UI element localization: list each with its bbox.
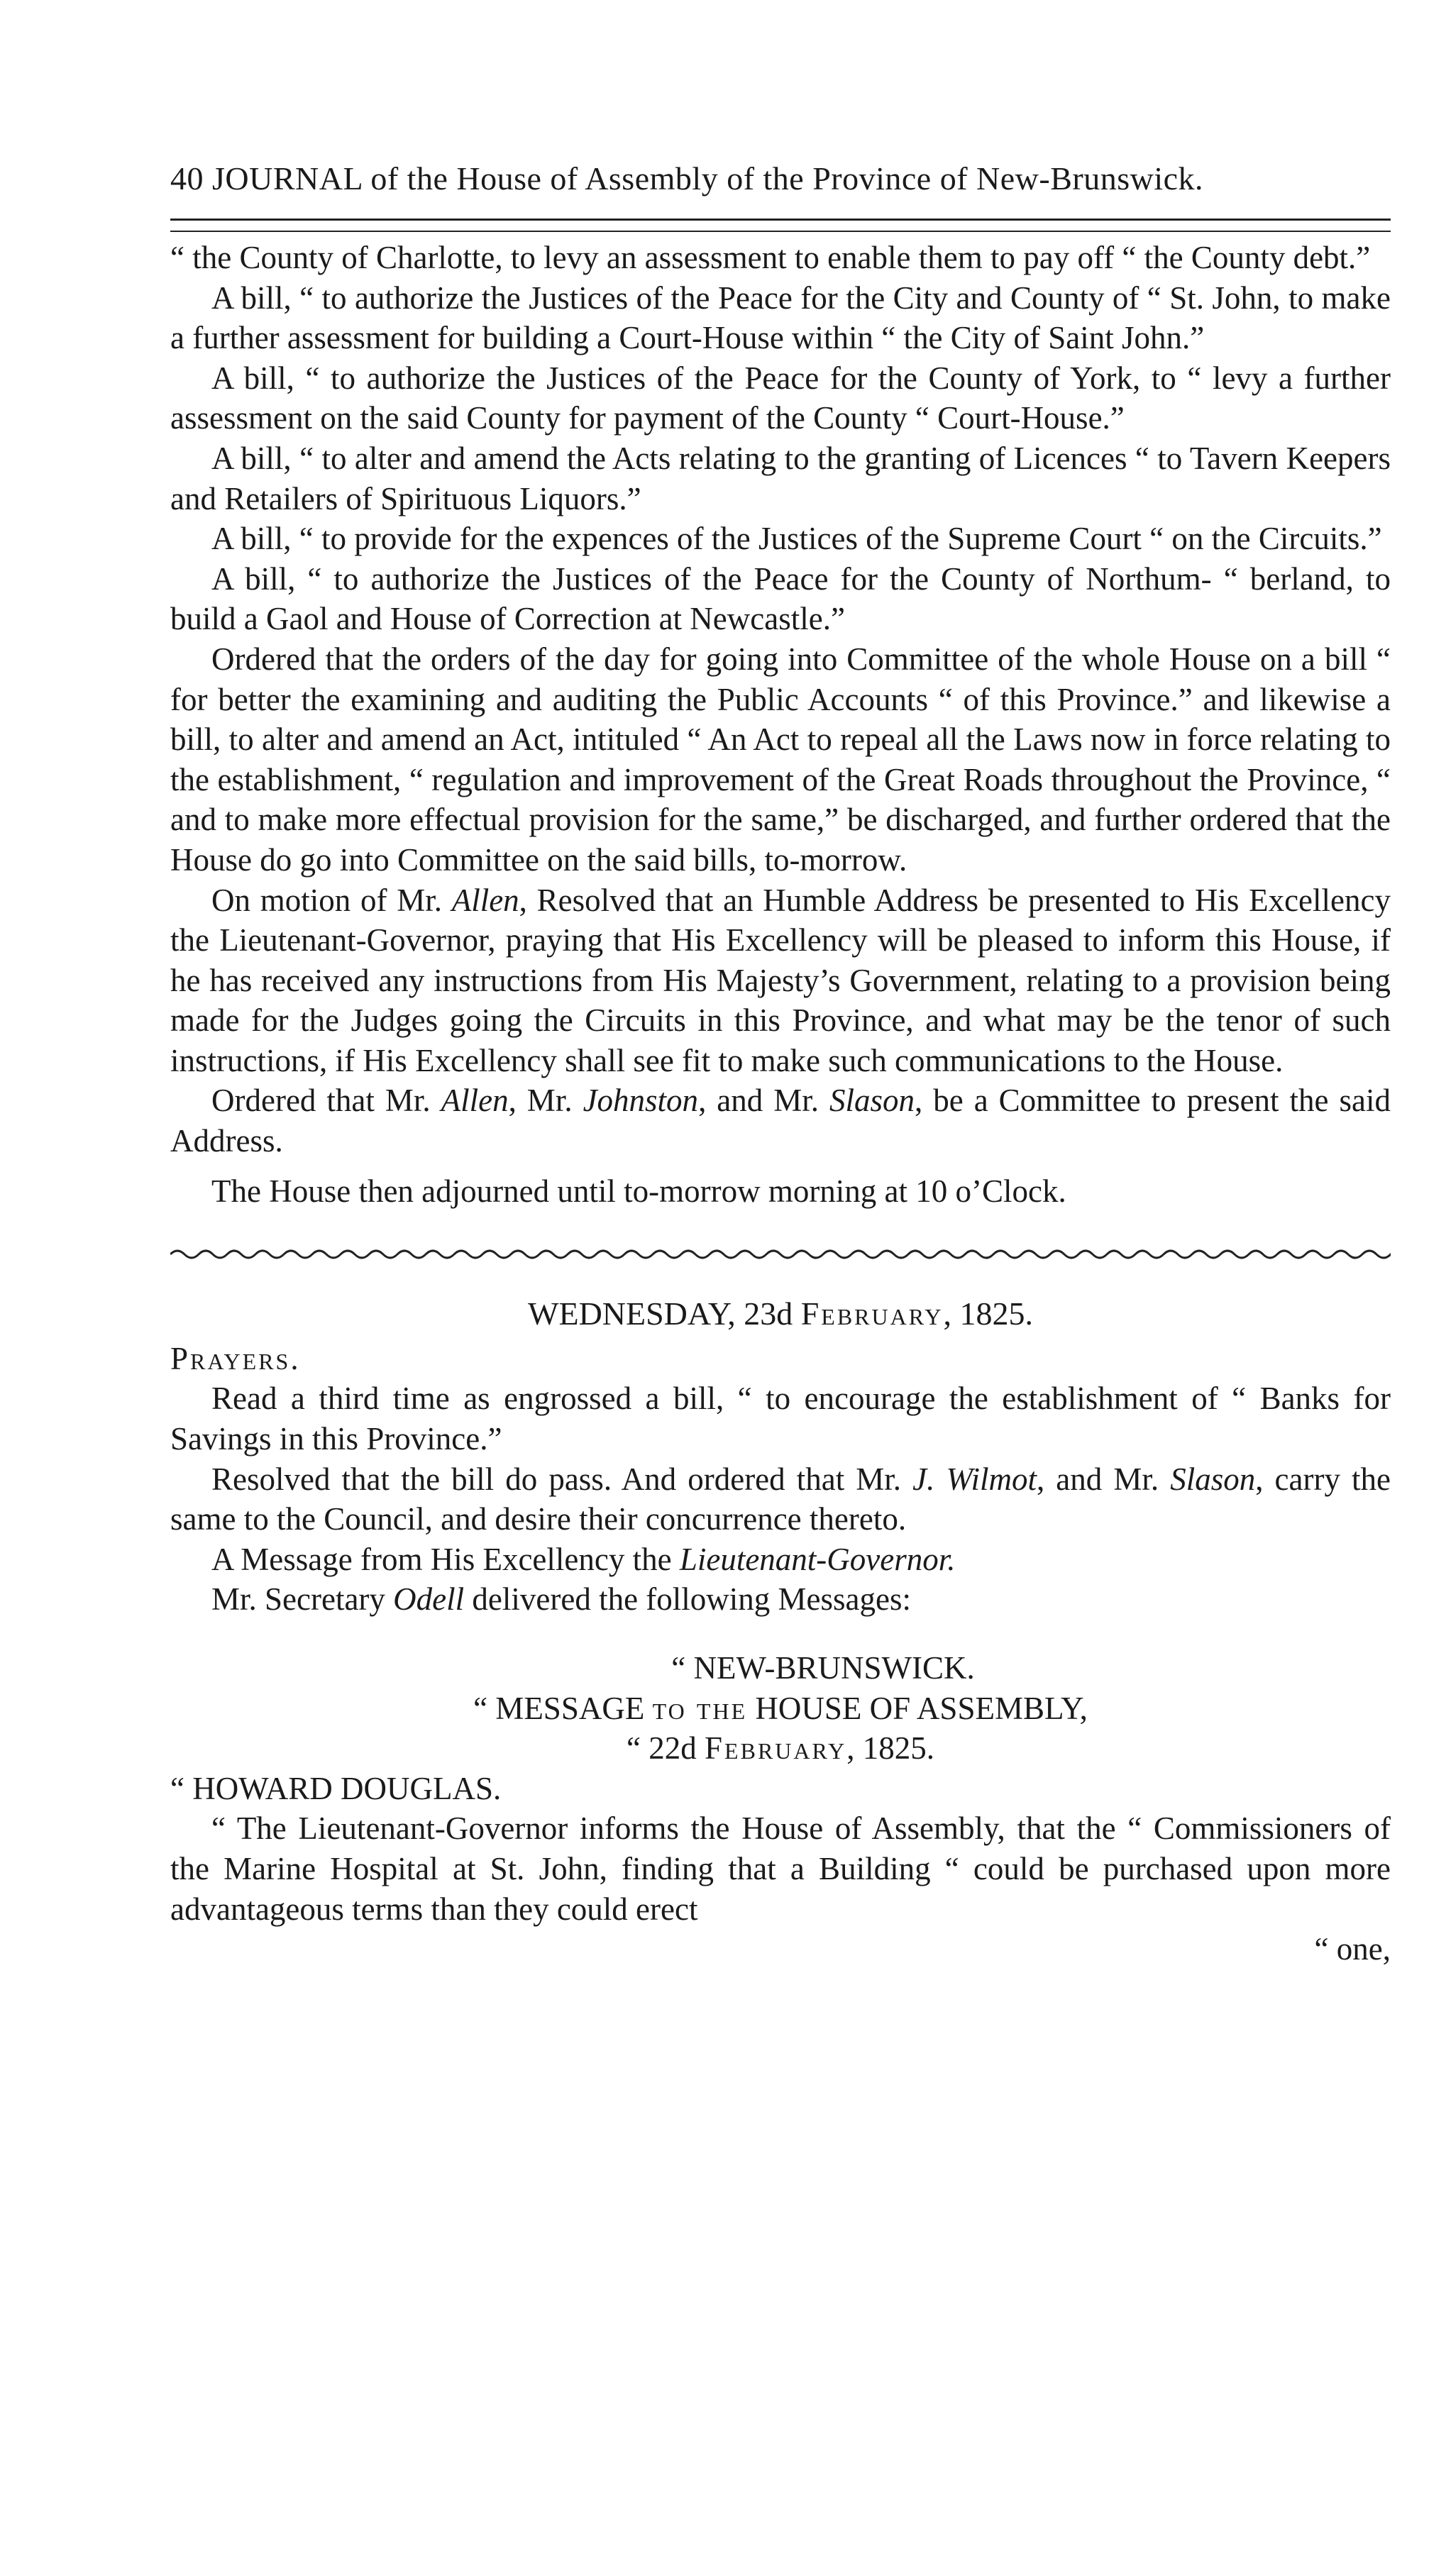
committee-paragraph: Ordered that Mr. Allen, Mr. Johnston, and Mr. Slason, be a Committee to present the said Address. <box>170 1083 1391 1159</box>
day-heading: WEDNESDAY, 23d February, 1825. <box>528 1295 1033 1332</box>
message-signer: “ HOWARD DOUGLAS. <box>170 1770 502 1806</box>
header-rule <box>170 219 1391 232</box>
prayers-label: Prayers. <box>170 1340 301 1376</box>
page-number: 40 <box>170 160 204 197</box>
catchword: “ one, <box>1314 1931 1391 1967</box>
paragraph: A bill, “ to authorize the Justices of the Peace for the County of Northum- “ berland, to build a Gaol and House of Correction at Newcastle.” <box>170 560 1391 637</box>
wavy-divider <box>170 1246 1391 1262</box>
paragraph: A bill, “ to alter and amend the Acts relating to the granting of Licences “ to Tavern Keepers and Retailers of Spirituous Liquors.” <box>170 440 1391 516</box>
message-date: “ 22d February, 1825. <box>627 1730 934 1767</box>
adjournment-line: The House then adjourned until to-morrow morning at 10 o’Clock. <box>211 1173 1066 1209</box>
journal-page <box>170 160 1391 1969</box>
paragraph: “ the County of Charlotte, to levy an assessment to enable them to pay off “ the County debt.” <box>170 240 1371 275</box>
paragraph: Read a third time as engrossed a bill, “ to encourage the establishment of “ Banks for Savings in this Province.” <box>170 1381 1391 1457</box>
paragraph: A bill, “ to provide for the expences of the Justices of the Supreme Court “ on the Circuits.” <box>211 521 1382 557</box>
motion-paragraph: On motion of Mr. Allen, Resolved that an Humble Address be presented to His Excellency the Lieutenant-Governor, praying that His Excellency will be pleased to inform this House, if he has received any instructions from His Majesty’s Government, relating to a provision being made for the Judges going the Circuits in this Province, and what may be the tenor of such instructions, if His Excellency shall see fit to make such communications to the House. <box>170 882 1391 1078</box>
paragraph: Ordered that the orders of the day for going into Committee of the whole House on a bill “ for better the examining and auditing the Public Accounts “ of this Province.” and likewise a bill, to alter and amend an Act, intituled “ An Act to repeal all the Laws now in force relating to the establishment, “ regulation and improvement of the Great Roads throughout the Province, “ and to make more effectual provision for the same,” be discharged, and further ordered that the House do go into Committee on the said bills, to-morrow. <box>170 641 1391 878</box>
resolution-paragraph: Resolved that the bill do pass. And ordered that Mr. J. Wilmot, and Mr. Slason, carry the same to the Council, and desire their concurrence thereto. <box>170 1461 1391 1537</box>
secretary-line: Mr. Secretary Odell delivered the following Messages: <box>211 1581 912 1618</box>
proceedings-text <box>170 238 1391 1211</box>
message-body: “ The Lieutenant-Governor informs the House of Assembly, that the “ Commissioners of the Marine Hospital at St. John, finding that a Building “ could be purchased upon more advantageous terms than they could erect <box>170 1811 1391 1927</box>
message-heading-1: “ NEW-BRUNSWICK. <box>671 1650 975 1686</box>
message-heading-2: “ MESSAGE to the HOUSE OF ASSEMBLY, <box>473 1690 1088 1726</box>
running-title: JOURNAL of the House of Assembly of the Province of New-Brunswick. <box>212 160 1204 197</box>
day-proceedings <box>170 1339 1391 1969</box>
message-line: A Message from His Excellency the Lieutenant-Governor. <box>211 1541 956 1577</box>
page-header <box>170 160 1391 197</box>
paragraph: A bill, “ to authorize the Justices of the Peace for the City and County of “ St. John, to make a further assessment for building a Court-House within “ the City of Saint John.” <box>170 280 1391 356</box>
paragraph: A bill, “ to authorize the Justices of the Peace for the County of York, to “ levy a further assessment on the said County for payment of the County “ Court-House.” <box>170 360 1391 436</box>
